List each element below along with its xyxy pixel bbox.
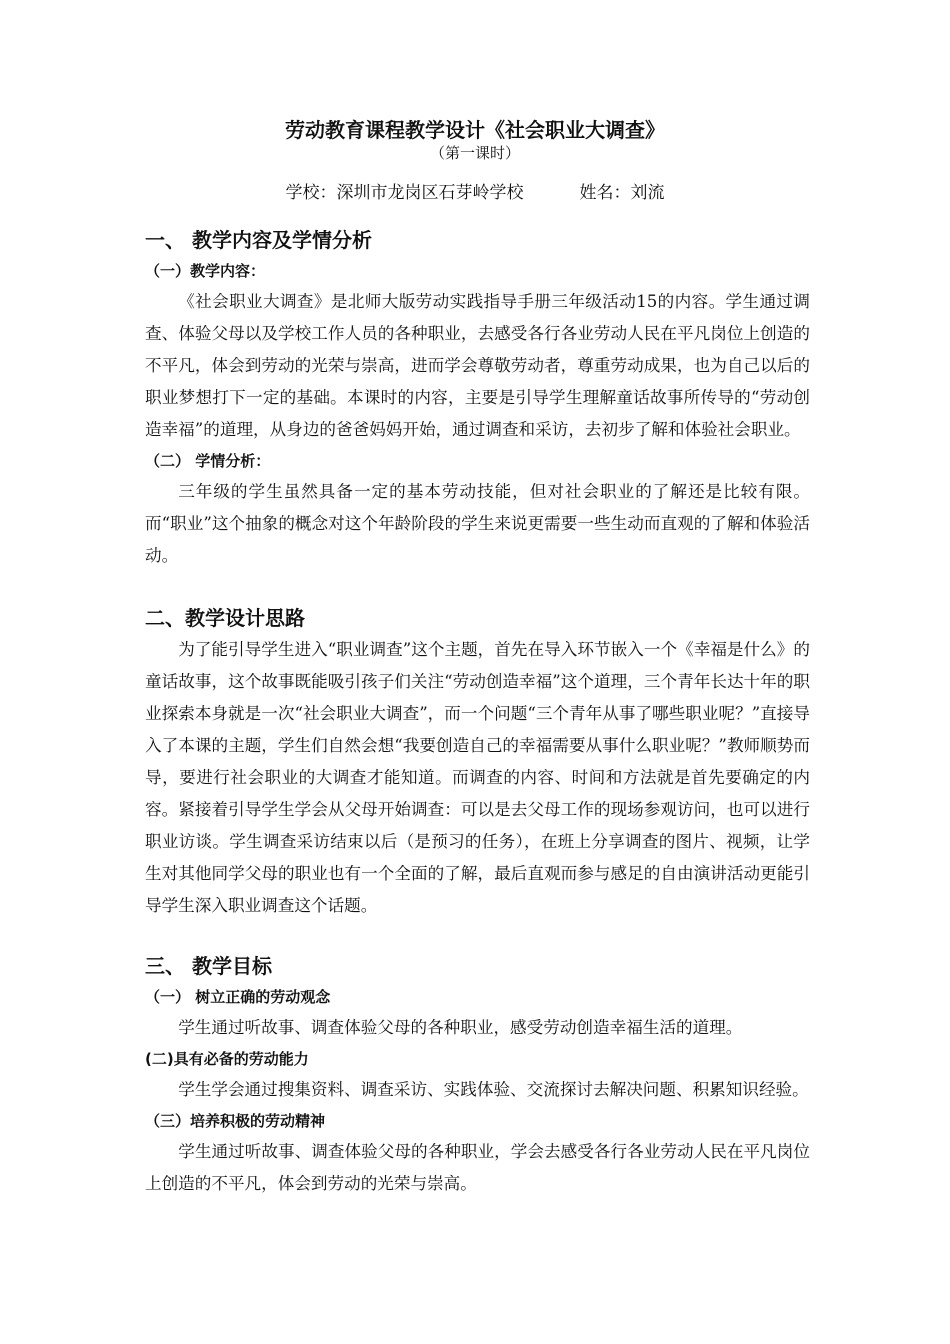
author-name: 姓名：刘流 — [579, 183, 665, 203]
school-label: 学校：深圳市龙岗区石芽岭学校 — [285, 183, 524, 203]
paragraph-design-idea: 为了能引导学生进入“职业调查”这个主题，首先在导入环节嵌入一个《幸福是什么》的童话故事，这个故事既能吸引孩子们关注“劳动创造幸福”这个道理，三个青年长达十年的职业探索本身就是一次“社会职业大调查”，而一个问题“三个青年从事了哪些职业呢？”直接导入了本课的主题，学生们自然会想“我要创造自己的幸福需要从事什么职业呢？”教师顺势而导，要进行社会职业的大调查才能知道。而调查的内容、时间和方法就是首先要确定的内容。紧接着引导学生学会从父母开始调查：可以是去父母工作的现场参观访问，也可以进行职业访谈。学生调查采访结束以后（是预习的任务），在班上分享调查的图片、视频，让学生对其他同学父母的职业也有一个全面的了解，最后直观而参与感足的自由演讲活动更能引导学生深入职业调查这个话题。 — [145, 640, 810, 915]
paragraph-teaching-content: 《社会职业大调查》是北师大版劳动实践指导手册三年级活动15的内容。学生通过调查、体验父母以及学校工作人员的各种职业，去感受各行各业劳动人民在平凡岗位上创造的不平凡，体会到劳动的光荣与崇高，进而学会尊敬劳动者，尊重劳动成果，也为自己以后的职业梦想打下一定的基础。本课时的内容，主要是引导学生理解童话故事所传导的“劳动创造幸福”的道理，从身边的爸爸妈妈开始，通过调查和采访，去初步了解和体验社会职业。 — [145, 292, 810, 439]
subsection-heading-labor-ability: (二)具有必备的劳动能力 — [145, 1050, 309, 1068]
section-heading-2: 二、教学设计思路 — [145, 606, 305, 630]
author-info — [0, 180, 950, 206]
document-subtitle: （第一课时） — [429, 144, 520, 162]
subsection-heading-labor-spirit: （三）培养积极的劳动精神 — [145, 1112, 326, 1130]
section-heading-3: 三、 教学目标 — [145, 954, 272, 978]
subsection-heading-teaching-content: （一）教学内容： — [145, 262, 266, 280]
paragraph-labor-spirit: 学生通过听故事、调查体验父母的各种职业，学会去感受各行各业劳动人民在平凡岗位上创造的不平凡，体会到劳动的光荣与崇高。 — [145, 1142, 810, 1193]
section-heading-1: 一、 教学内容及学情分析 — [145, 228, 372, 252]
document-title: 劳动教育课程教学设计《社会职业大调查》 — [285, 118, 665, 142]
paragraph-labor-concept: 学生通过听故事、调查体验父母的各种职业，感受劳动创造幸福生活的道理。 — [178, 1018, 743, 1037]
paragraph-student-analysis: 三年级的学生虽然具备一定的基本劳动技能，但对社会职业的了解还是比较有限。而“职业”这个抽象的概念对这个年龄阶段的学生来说更需要一些生动而直观的了解和体验活动。 — [145, 482, 810, 565]
paragraph-labor-ability: 学生学会通过搜集资料、调查采访、实践体验、交流探讨去解决问题、积累知识经验。 — [178, 1080, 809, 1099]
subsection-heading-labor-concept: （一） 树立正确的劳动观念 — [145, 988, 331, 1006]
subsection-heading-student-analysis: （二） 学情分析： — [145, 452, 271, 470]
document-body — [145, 224, 810, 1200]
